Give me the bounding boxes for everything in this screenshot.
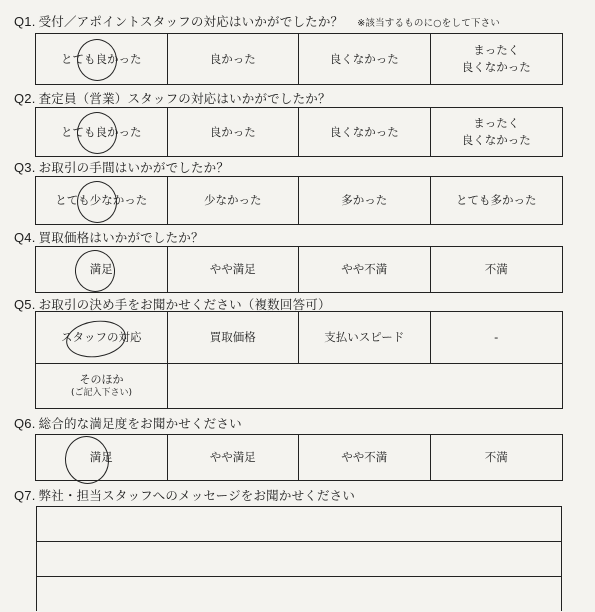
q3-text: お取引の手間はいかがでしたか？ bbox=[38, 160, 230, 175]
q2-option-4[interactable]: まったく 良くなかった bbox=[461, 116, 531, 147]
q7-heading bbox=[14, 486, 355, 504]
q3-heading bbox=[14, 158, 229, 176]
q1-option-3[interactable]: 良くなかった bbox=[299, 34, 431, 84]
q6-option-1[interactable]: 満足 bbox=[36, 435, 168, 480]
q4-option-3[interactable]: やや不満 bbox=[299, 247, 431, 292]
q1-heading bbox=[14, 12, 500, 30]
q4-options bbox=[35, 246, 563, 293]
q2-text: 査定員（営業）スタッフの対応はいかがでしたか？ bbox=[38, 91, 331, 106]
q1-option-4[interactable]: まったく 良くなかった bbox=[461, 43, 531, 74]
message-line[interactable] bbox=[37, 542, 561, 577]
q1-options bbox=[35, 33, 563, 85]
q6-text: 総合的な満足度をお聞かせください bbox=[38, 416, 242, 431]
q1-option-2[interactable]: 良かった bbox=[168, 34, 300, 84]
q6-heading bbox=[14, 414, 242, 432]
q5-option-1[interactable]: スタッフの対応 bbox=[36, 312, 168, 363]
q6-option-3[interactable]: やや不満 bbox=[299, 435, 431, 480]
q2-options bbox=[35, 107, 563, 157]
q7-message-area[interactable] bbox=[36, 506, 562, 611]
q2-option-1[interactable]: とても良かった bbox=[36, 108, 168, 156]
q7-text: 弊社・担当スタッフへのメッセージをお聞かせください bbox=[38, 488, 356, 503]
message-line[interactable] bbox=[37, 507, 561, 542]
q1-option-1[interactable]: とても良かった bbox=[36, 34, 168, 84]
q7-number: Q7. bbox=[14, 488, 36, 503]
q5-option-4[interactable]: - bbox=[494, 330, 499, 345]
q5-options bbox=[35, 311, 563, 409]
q2-number: Q2. bbox=[14, 91, 36, 106]
q4-number: Q4. bbox=[14, 230, 36, 245]
q4-text: 買取価格はいかがでしたか？ bbox=[38, 230, 204, 245]
q3-option-3[interactable]: 多かった bbox=[299, 177, 431, 224]
q2-option-3[interactable]: 良くなかった bbox=[299, 108, 431, 156]
q5-number: Q5. bbox=[14, 297, 36, 312]
q4-option-4[interactable]: 不満 bbox=[484, 262, 508, 277]
q3-option-2[interactable]: 少なかった bbox=[168, 177, 300, 224]
q4-option-1[interactable]: 満足 bbox=[36, 247, 168, 292]
q4-option-2[interactable]: やや満足 bbox=[168, 247, 300, 292]
q4-heading bbox=[14, 228, 204, 246]
q2-option-2[interactable]: 良かった bbox=[168, 108, 300, 156]
q1-number: Q1. bbox=[14, 14, 36, 29]
q6-number: Q6. bbox=[14, 416, 36, 431]
q6-options bbox=[35, 434, 563, 481]
q3-options bbox=[35, 176, 563, 225]
q5-option-3[interactable]: 支払いスピード bbox=[299, 312, 431, 363]
q3-option-4[interactable]: とても多かった bbox=[456, 193, 537, 208]
q5-other-label: そのほか (ご記入下さい) bbox=[36, 364, 168, 408]
q3-option-1[interactable]: とても少なかった bbox=[36, 177, 168, 224]
q5-other-input[interactable] bbox=[168, 364, 562, 408]
q5-text: お取引の決め手をお聞かせください（複数回答可） bbox=[38, 297, 331, 312]
q6-option-4[interactable]: 不満 bbox=[484, 450, 508, 465]
q2-heading bbox=[14, 89, 331, 107]
q1-note: ※該当するものに○をして下さい bbox=[357, 18, 500, 29]
q3-number: Q3. bbox=[14, 160, 36, 175]
message-line[interactable] bbox=[37, 577, 561, 612]
q5-option-2[interactable]: 買取価格 bbox=[168, 312, 300, 363]
q1-text: 受付／アポイントスタッフの対応はいかがでしたか？ bbox=[38, 14, 344, 29]
q6-option-2[interactable]: やや満足 bbox=[168, 435, 300, 480]
